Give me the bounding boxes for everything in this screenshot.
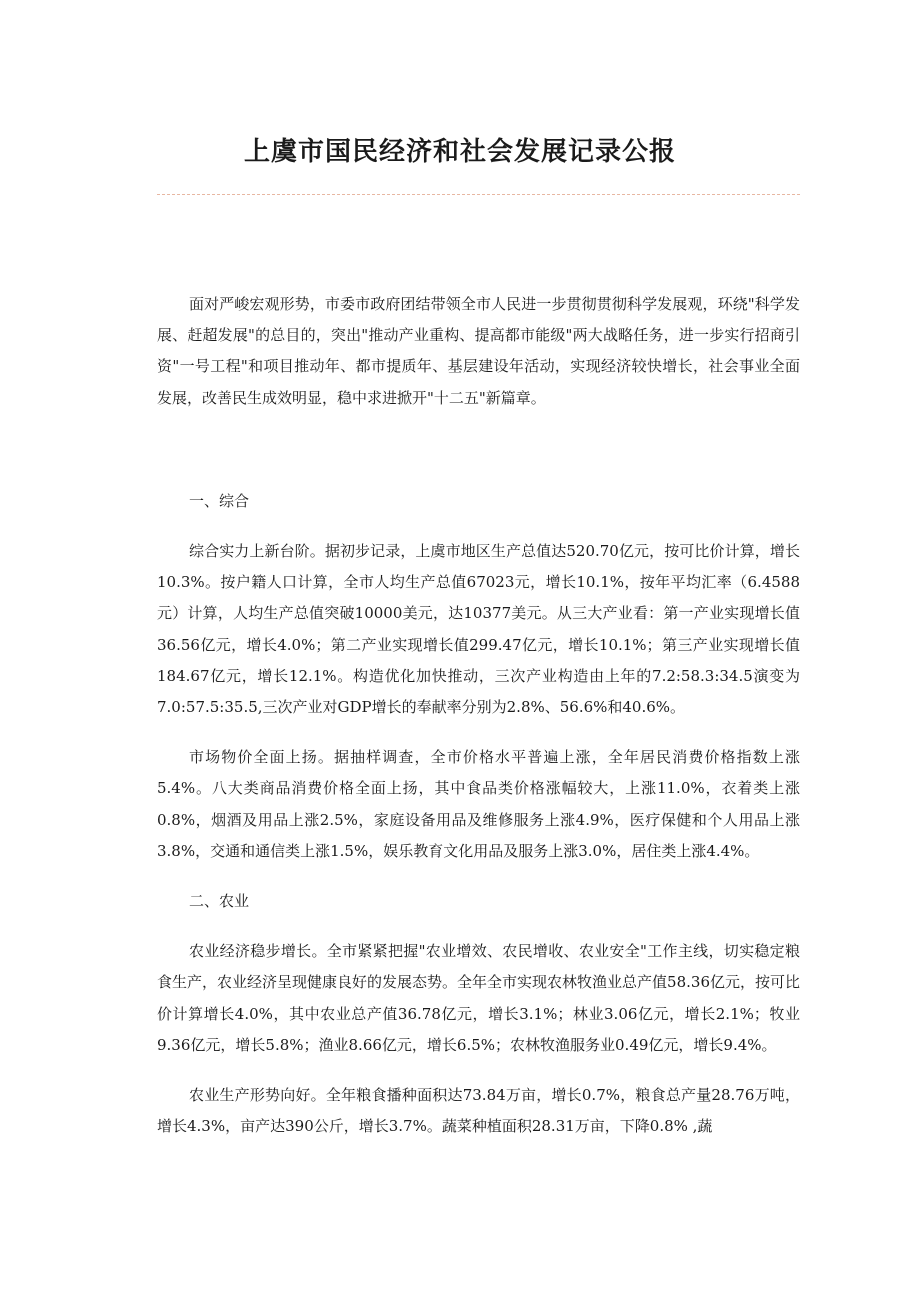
- paragraph-economic-strength: 综合实力上新台阶。据初步记录，上虞市地区生产总值达520.70亿元，按可比价计算，增长10.3%。按户籍人口计算，全市人均生产总值67023元，增长10.1%，按年平均汇率（6.4588元）计算，人均生产总值突破10000美元，达10377美元。从三大产业看：第一产业实现增长值36.56亿元，增长4.0%；第二产业实现增长值299.47亿元，增长10.1%；第三产业实现增长值184.67亿元，增长12.1%。构造优化加快推动，三次产业构造由上年的7.2:58.3:34.5演变为7.0:57.5:35.5,三次产业对GDP增长的奉献率分别为2.8%、56.6%和40.6%。: [157, 542, 800, 717]
- paragraph-agri-economy: 农业经济稳步增长。全市紧紧把握"农业增效、农民增收、农业安全"工作主线，切实稳定粮食生产，农业经济呈现健康良好的发展态势。全年全市实现农林牧渔业总产值58.36亿元，按可比价计算增长4.0%，其中农业总产值36.78亿元，增长3.1%；林业3.06亿元，增长2.1%；牧业9.36亿元，增长5.8%；渔业8.66亿元，增长6.5%；农林牧渔服务业0.49亿元，增长9.4%。: [157, 942, 800, 1054]
- title-divider: [157, 194, 800, 195]
- page-title: 上虞市国民经济和社会发展记录公报: [243, 137, 676, 167]
- paragraph-market-prices: 市场物价全面上扬。据抽样调查，全市价格水平普遍上涨，全年居民消费价格指数上涨5.4%。八大类商品消费价格全面上扬，其中食品类价格涨幅较大，上涨11.0%，衣着类上涨0.8%，烟酒及用品上涨2.5%，家庭设备用品及维修服务上涨4.9%，医疗保健和个人用品上涨3.8%，交通和通信类上涨1.5%，娱乐教育文化用品及服务上涨3.0%，居住类上涨4.4%。: [157, 748, 800, 860]
- intro-paragraph: 面对严峻宏观形势，市委市政府团结带领全市人民进一步贯彻贯彻科学发展观，环绕"科学发展、赶超发展"的总目的，突出"推动产业重构、提高都市能级"两大战略任务，进一步实行招商引资"一号工程"和项目推动年、都市提质年、基层建设年活动，实现经济较快增长，社会事业全面发展，改善民生成效明显，稳中求进掀开"十二五"新篇章。: [157, 295, 800, 407]
- section-heading-general: 一、综合: [189, 491, 250, 510]
- section-heading-agriculture: 二、农业: [189, 892, 250, 911]
- paragraph-agri-production: 农业生产形势向好。全年粮食播种面积达73.84万亩，增长0.7%，粮食总产量28.76万吨，增长4.3%，亩产达390公斤，增长3.7%。蔬菜种植面积28.31万亩，下降0.8% ,蔬: [157, 1086, 800, 1136]
- document-body: [157, 289, 800, 1142]
